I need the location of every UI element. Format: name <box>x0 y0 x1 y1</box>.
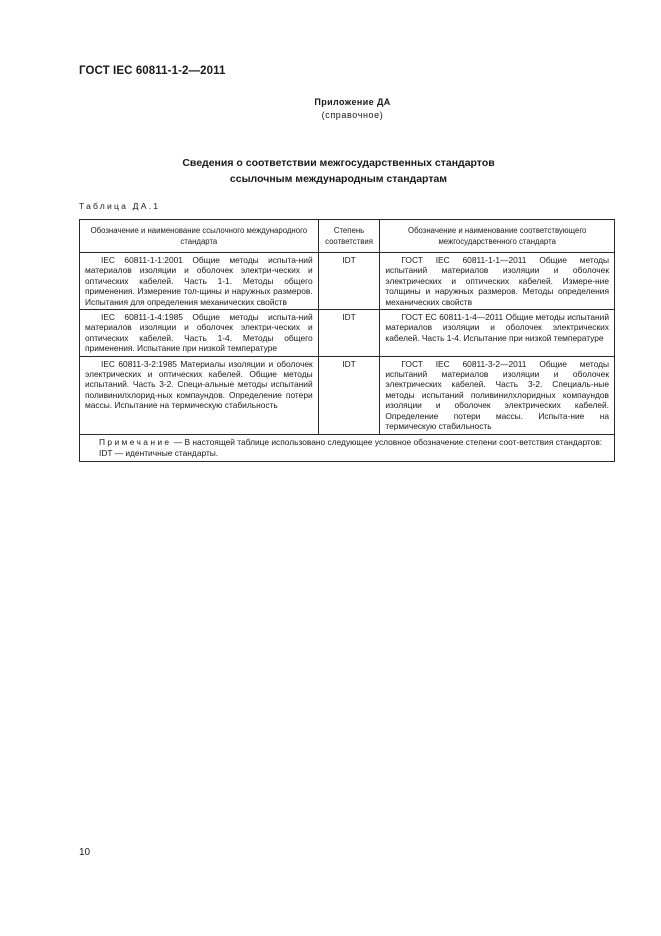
interstate-standard-cell: ГОСТ IEC 60811-1-1—2011 Общие методы испытаний материалов изоляции и оболочек электрических и оптических кабелей. Измере-ние толщины и наружных размеров. Методы определения механических свойств <box>380 253 615 310</box>
table-note <box>80 434 615 461</box>
conformity-table <box>79 219 615 462</box>
intl-standard-cell: IEC 60811-1-1:2001 Общие методы испыта-ний материалов изоляции и оболочек электри-ческих и оптических кабелей. Часть 1-1. Методы общего применения. Измерение тол-щины и наружных размеров. Испытания для определения механических свойств <box>80 253 319 310</box>
appendix-subtitle: (справочное) <box>321 110 384 120</box>
section-title <box>8 155 661 187</box>
appendix-title: Приложение ДА <box>314 97 391 107</box>
table-row <box>80 356 615 434</box>
page-number: 10 <box>79 847 91 858</box>
section-title-line2: ссылочным международным стандартам <box>229 173 448 185</box>
note-text: — В настоящей таблице использовано следующее условное обозначение степени соот-ветствия стандартов: <box>173 436 603 447</box>
table-row <box>80 310 615 357</box>
header-degree: Степень соответствия <box>318 220 380 253</box>
interstate-standard-cell: ГОСТ ЕС 60811-1-4—2011 Общие методы испытаний материалов изоляции и оболочек электрических кабелей. Часть 1-4. Испытание при низкой температуре <box>380 310 615 357</box>
degree-cell: IDT <box>318 310 380 357</box>
document-header: ГОСТ IEC 60811-1-2—2011 <box>79 65 226 77</box>
note-abbreviation: IDT — идентичные стандарты. <box>99 447 219 458</box>
interstate-standard-cell: ГОСТ IEC 60811-3-2—2011 Общие методы испытаний материалов изоляции и оболочек электрических кабелей. Часть 3-2. Специаль-ные методы испытаний поливинилхлоридных компаундов изоляции и оболочек электрических кабелей. Определение потери массы. Испыта-ние на термическую стабильность <box>380 356 615 434</box>
note-label: Примечание <box>99 436 172 447</box>
header-interstate-standard: Обозначение и наименование соответствующего межгосударственного стандарта <box>380 220 615 253</box>
table-note-row <box>80 434 615 461</box>
table-row <box>80 253 615 310</box>
table-caption: Таблица ДА.1 <box>79 201 161 211</box>
degree-cell: IDT <box>318 253 380 310</box>
section-title-line1: Сведения о соответствии межгосударственных стандартов <box>182 157 495 169</box>
header-intl-standard: Обозначение и наименование ссылочного международного стандарта <box>80 220 319 253</box>
table-header-row <box>80 220 615 253</box>
degree-cell: IDT <box>318 356 380 434</box>
intl-standard-cell: IEC 60811-1-4:1985 Общие методы испыта-ний материалов изоляции и оболочек электри-ческих и оптических кабелей. Часть 1-4. Методы общего применения. Испытание при низкой температуре <box>80 310 319 357</box>
intl-standard-cell: IEC 60811-3-2:1985 Материалы изоляции и оболочек электрических и оптических кабелей. Общие методы испытаний. Часть 3-2. Специ-альные методы испытаний поливинилхлорид-ных компаундов. Определение потери массы. Испытание на термическую стабильность <box>80 356 319 434</box>
